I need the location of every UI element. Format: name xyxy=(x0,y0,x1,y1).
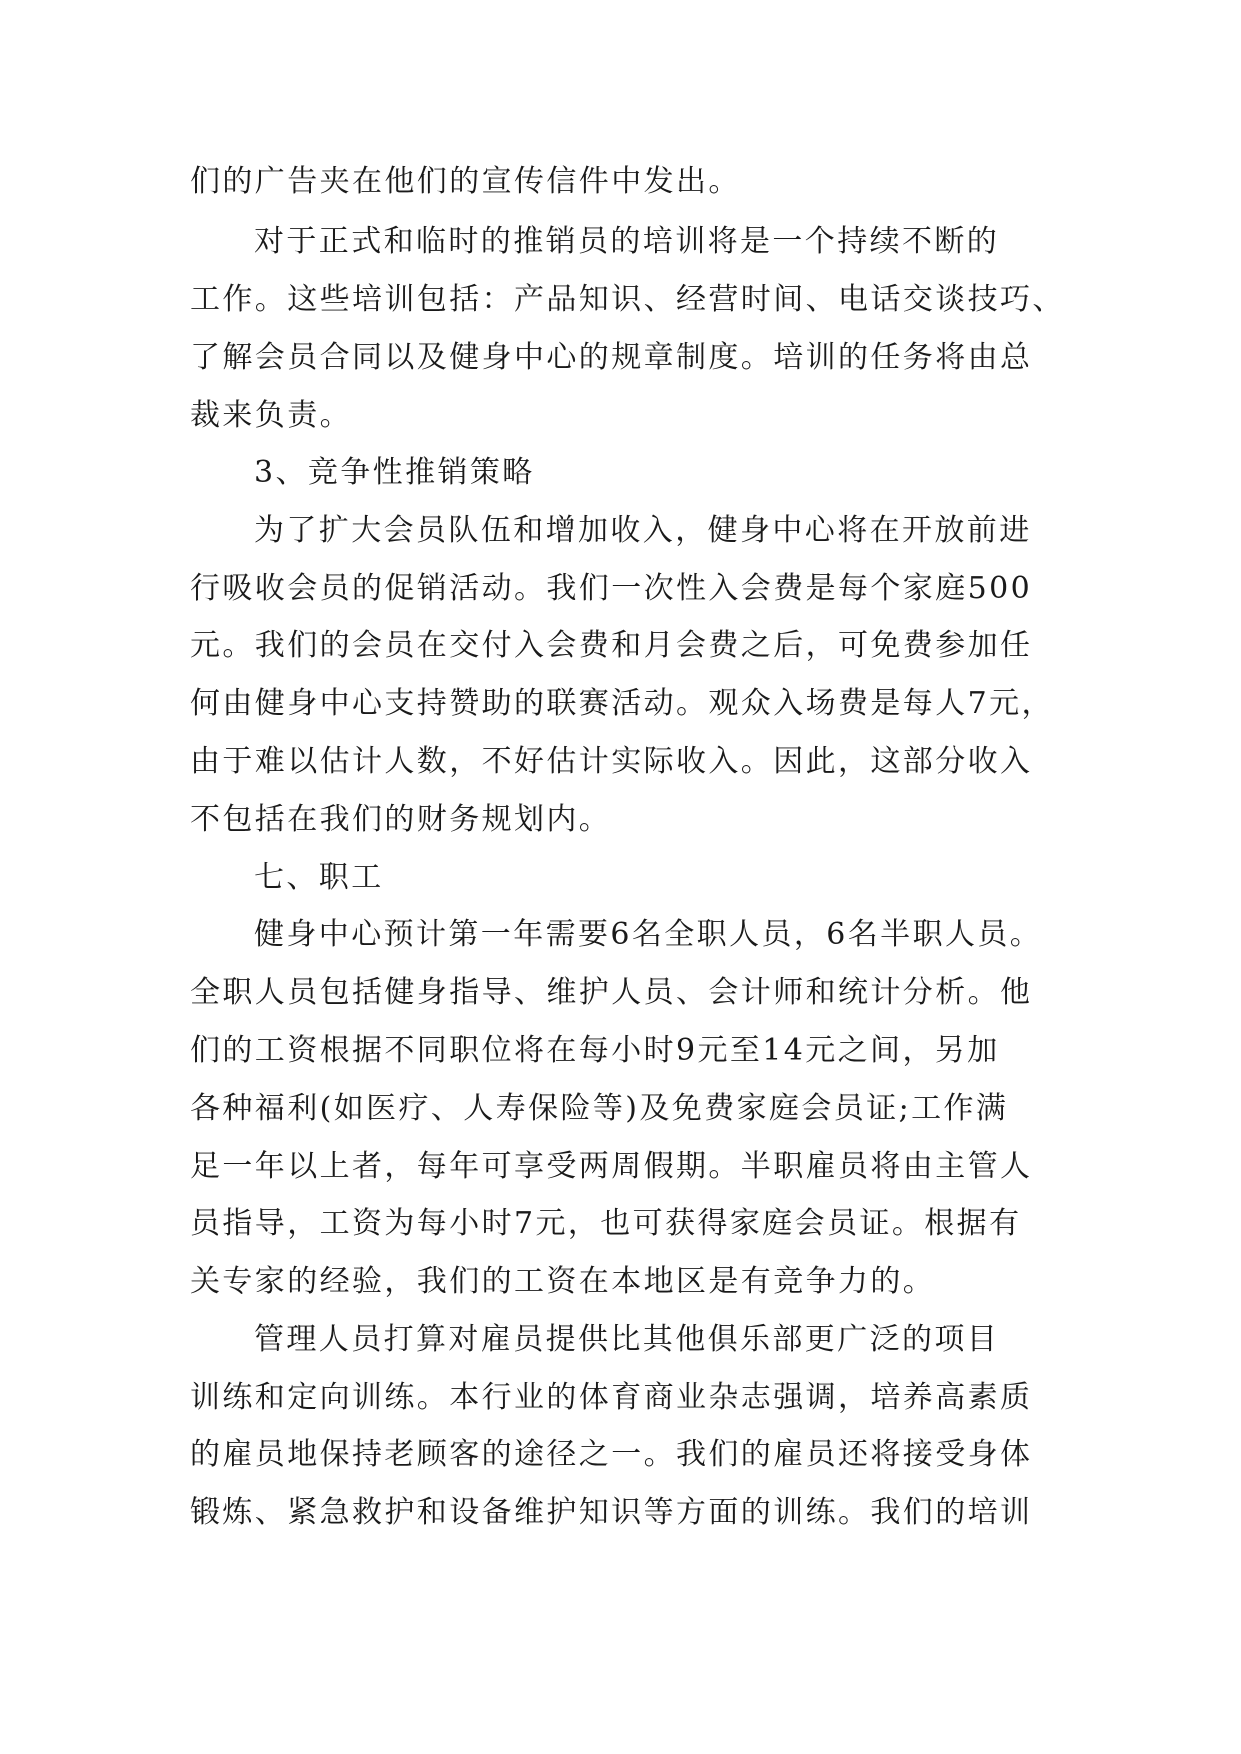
text-line: 们的工资根据不同职位将在每小时9元至14元之间，另加 xyxy=(190,1033,1000,1068)
text-line: 不包括在我们的财务规划内。 xyxy=(190,802,612,837)
text-line: 们的广告夹在他们的宣传信件中发出。 xyxy=(190,164,741,199)
text-line: 锻炼、紧急救护和设备维护知识等方面的训练。我们的培训 xyxy=(190,1495,1033,1530)
text-line: 员指导，工资为每小时7元，也可获得家庭会员证。根据有 xyxy=(190,1206,1022,1241)
text-line: 全职人员包括健身指导、维护人员、会计师和统计分析。他 xyxy=(190,975,1033,1010)
text-line: 由于难以估计人数，不好估计实际收入。因此，这部分收入 xyxy=(190,744,1033,779)
section-heading: 3、竞争性推销策略 xyxy=(254,455,535,490)
text-line: 裁来负责。 xyxy=(190,398,352,433)
text-line: 何由健身中心支持赞助的联赛活动。观众入场费是每人7元， xyxy=(190,686,1054,721)
text-line: 足一年以上者，每年可享受两周假期。半职雇员将由主管人 xyxy=(190,1149,1033,1184)
text-line: 行吸收会员的促销活动。我们一次性入会费是每个家庭500 xyxy=(190,571,1033,606)
text-line: 对于正式和临时的推销员的培训将是一个持续不断的 xyxy=(254,224,1000,259)
text-line: 健身中心预计第一年需要6名全职人员，6名半职人员。 xyxy=(254,917,1043,952)
section-heading: 七、职工 xyxy=(254,860,384,895)
text-line: 了解会员合同以及健身中心的规章制度。培训的任务将由总 xyxy=(190,340,1033,375)
text-line: 元。我们的会员在交付入会费和月会费之后，可免费参加任 xyxy=(190,628,1033,663)
text-line: 训练和定向训练。本行业的体育商业杂志强调，培养高素质 xyxy=(190,1380,1033,1415)
text-line: 管理人员打算对雇员提供比其他俱乐部更广泛的项目 xyxy=(254,1322,1000,1357)
text-line: 关专家的经验，我们的工资在本地区是有竞争力的。 xyxy=(190,1264,936,1299)
text-line: 各种福利(如医疗、人寿保险等)及免费家庭会员证;工作满 xyxy=(190,1091,1009,1126)
text-line: 的雇员地保持老顾客的途径之一。我们的雇员还将接受身体 xyxy=(190,1437,1033,1472)
text-line: 工作。这些培训包括：产品知识、经营时间、电话交谈技巧、 xyxy=(190,282,1065,317)
text-line: 为了扩大会员队伍和增加收入，健身中心将在开放前进 xyxy=(254,513,1032,548)
